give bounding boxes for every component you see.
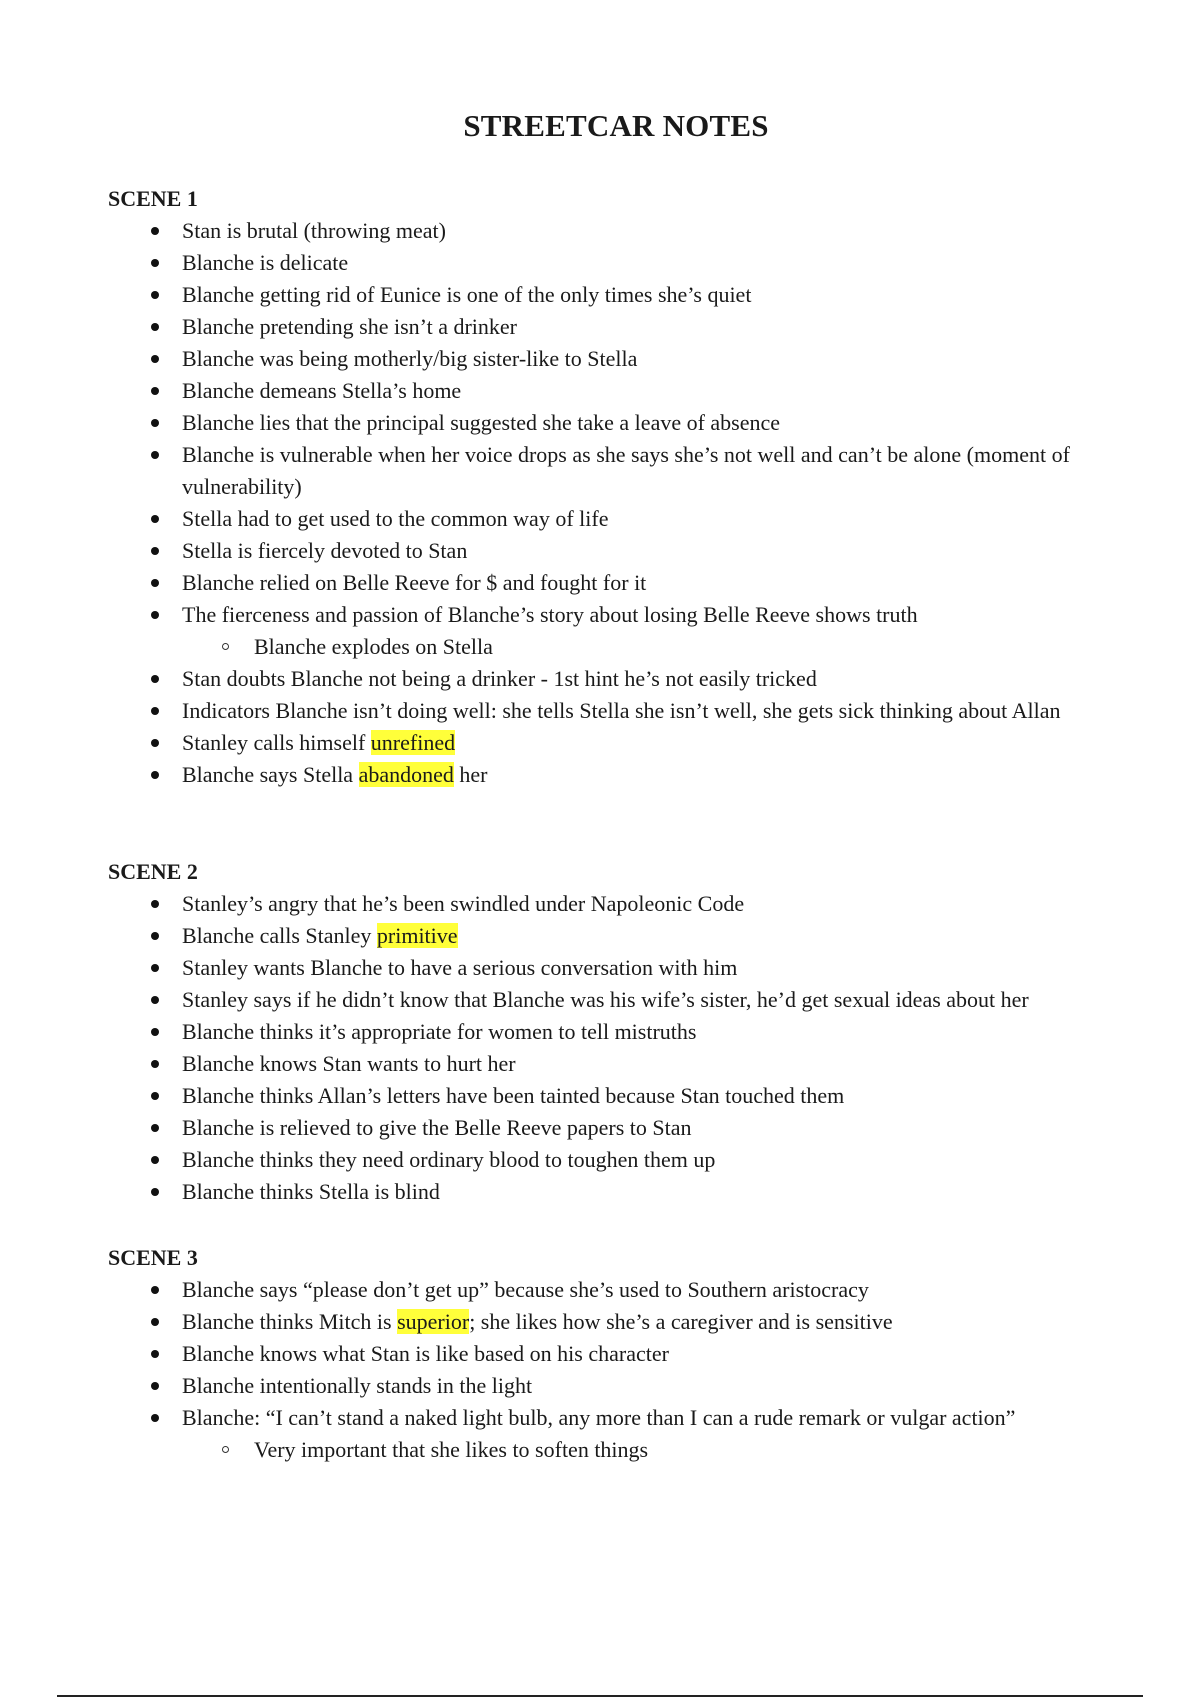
sub-bullet-list <box>182 1434 1148 1466</box>
item-text: Stella had to get used to the common way of life <box>182 506 609 531</box>
scene-1-section <box>108 183 1148 791</box>
list-item <box>108 1016 1148 1048</box>
item-text: Stan is brutal (throwing meat) <box>182 218 446 243</box>
item-text: Blanche knows what Stan is like based on his character <box>182 1341 669 1366</box>
item-text-continued: her <box>453 762 488 787</box>
item-text: Blanche thinks they need ordinary blood to toughen them up <box>182 1147 716 1172</box>
scene-heading: SCENE 1 <box>108 186 198 211</box>
list-item <box>108 1402 1148 1466</box>
list-item <box>108 984 1148 1016</box>
item-text: Stanley calls himself <box>182 730 371 755</box>
bullet-list <box>108 1274 1148 1466</box>
item-text: Blanche thinks it’s appropriate for women to tell mistruths <box>182 1019 697 1044</box>
list-item <box>108 407 1148 439</box>
item-text: Blanche is vulnerable when her voice drops as she says she’s not well and can’t be alone (moment of vulnerability) <box>182 442 1070 499</box>
item-text: Blanche demeans Stella’s home <box>182 378 462 403</box>
item-text: Blanche relied on Belle Reeve for $ and fought for it <box>182 570 647 595</box>
item-text: Blanche: “I can’t stand a naked light bulb, any more than I can a rude remark or vulgar action” <box>182 1405 1016 1430</box>
item-text: Stanley says if he didn’t know that Blanche was his wife’s sister, he’d get sexual ideas about her <box>182 987 1029 1012</box>
list-item <box>108 247 1148 279</box>
document-title: STREETCAR NOTES <box>463 108 769 143</box>
list-item <box>108 311 1148 343</box>
item-text: Blanche says “please don’t get up” because she’s used to Southern aristocracy <box>182 1277 869 1302</box>
item-text: Blanche pretending she isn’t a drinker <box>182 314 517 339</box>
list-item <box>108 952 1148 984</box>
item-text: Blanche is relieved to give the Belle Reeve papers to Stan <box>182 1115 692 1140</box>
list-item <box>108 759 1148 791</box>
item-text: Blanche lies that the principal suggested she take a leave of absence <box>182 410 781 435</box>
item-text: Blanche is delicate <box>182 250 349 275</box>
item-text: Blanche calls Stanley <box>182 923 377 948</box>
footer-divider <box>57 1695 1143 1697</box>
scene-3-section <box>108 1242 1148 1466</box>
item-text: Stan doubts Blanche not being a drinker - 1st hint he’s not easily tricked <box>182 666 817 691</box>
list-item <box>108 1338 1148 1370</box>
list-item <box>108 1274 1148 1306</box>
bullet-list <box>108 888 1148 1208</box>
item-text: Stanley’s angry that he’s been swindled under Napoleonic Code <box>182 891 745 916</box>
item-text: Blanche knows Stan wants to hurt her <box>182 1051 516 1076</box>
list-item <box>108 1048 1148 1080</box>
list-item <box>108 375 1148 407</box>
list-item <box>108 1144 1148 1176</box>
highlighted-word: primitive <box>376 923 458 948</box>
list-item <box>108 1306 1148 1338</box>
scene-heading: SCENE 3 <box>108 1245 198 1270</box>
item-text: Blanche thinks Mitch is <box>182 1309 398 1334</box>
item-text: Blanche was being motherly/big sister-like to Stella <box>182 346 638 371</box>
list-item <box>108 599 1148 663</box>
list-item <box>108 503 1148 535</box>
bullet-list <box>108 215 1148 791</box>
list-item <box>108 1370 1148 1402</box>
list-item <box>108 695 1148 727</box>
list-item <box>108 1080 1148 1112</box>
list-item <box>108 279 1148 311</box>
item-text: Blanche intentionally stands in the light <box>182 1373 533 1398</box>
list-item <box>108 663 1148 695</box>
item-text: Indicators Blanche isn’t doing well: she tells Stella she isn’t well, she gets sick thinking about Allan <box>182 698 1061 723</box>
sub-list-item: Very important that she likes to soften things <box>182 1434 1148 1466</box>
list-item <box>108 727 1148 759</box>
list-item <box>108 888 1148 920</box>
list-item <box>108 215 1148 247</box>
list-item <box>108 567 1148 599</box>
item-text: Stella is fiercely devoted to Stan <box>182 538 468 563</box>
item-text: Blanche thinks Stella is blind <box>182 1179 440 1204</box>
highlighted-word: unrefined <box>370 730 456 755</box>
scene-heading: SCENE 2 <box>108 859 198 884</box>
list-item <box>108 1112 1148 1144</box>
item-text-continued: ; she likes how she’s a caregiver and is sensitive <box>469 1309 893 1334</box>
list-item <box>108 1176 1148 1208</box>
item-text: Blanche getting rid of Eunice is one of the only times she’s quiet <box>182 282 752 307</box>
item-text: Blanche thinks Allan’s letters have been tainted because Stan touched them <box>182 1083 845 1108</box>
highlighted-word: superior <box>397 1309 470 1334</box>
item-text: Blanche says Stella <box>182 762 359 787</box>
highlighted-word: abandoned <box>358 762 454 787</box>
scene-2-section <box>108 856 1148 1208</box>
list-item <box>108 343 1148 375</box>
list-item <box>108 439 1148 503</box>
sub-list-item: Blanche explodes on Stella <box>182 631 1148 663</box>
item-text: Stanley wants Blanche to have a serious conversation with him <box>182 955 738 980</box>
sub-bullet-list <box>182 631 1148 663</box>
list-item <box>108 535 1148 567</box>
list-item <box>108 920 1148 952</box>
item-text: The fierceness and passion of Blanche’s story about losing Belle Reeve shows truth <box>182 602 918 627</box>
